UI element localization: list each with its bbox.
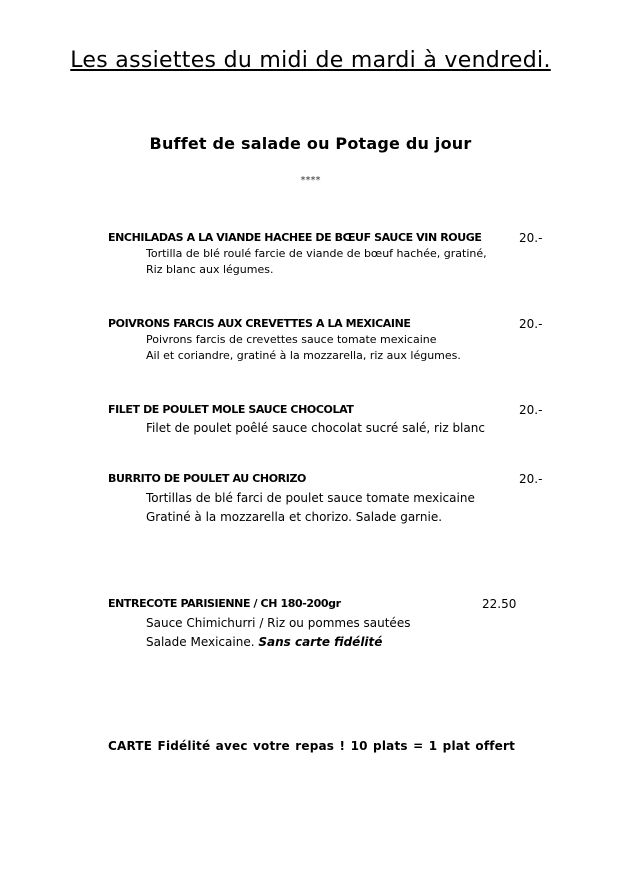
menu-item — [108, 596, 558, 652]
loyalty-card-note: CARTE Fidélité avec votre repas ! 10 plats = 1 plat offert — [108, 739, 516, 753]
item-name: POIVRONS FARCIS AUX CREVETTES A LA MEXICAINE — [108, 317, 411, 330]
item-description-line: Riz blanc aux légumes. — [146, 263, 274, 276]
item-price: 22.50 — [482, 597, 517, 611]
item-price: 20.- — [519, 403, 543, 417]
item-name: FILET DE POULET MOLE SAUCE CHOCOLAT — [108, 403, 354, 416]
menu-item — [108, 402, 558, 438]
item-description-text: Salade Mexicaine. — [146, 635, 255, 649]
item-price: 20.- — [519, 231, 543, 245]
item-price: 20.- — [519, 472, 543, 486]
page-title: Les assiettes du midi de mardi à vendredi. — [70, 48, 551, 73]
item-description-line: Ail et coriandre, gratiné à la mozzarella, riz aux légumes. — [146, 349, 461, 362]
menu-item — [108, 230, 558, 278]
item-name: BURRITO DE POULET AU CHORIZO — [108, 472, 306, 485]
item-description-line: Tortillas de blé farci de poulet sauce tomate mexicaine — [146, 491, 475, 505]
item-description-line: Tortilla de blé roulé farcie de viande de bœuf hachée, gratiné, — [146, 247, 487, 260]
menu-item — [108, 316, 558, 364]
item-name: ENCHILADAS A LA VIANDE HACHEE DE BŒUF SAUCE VIN ROUGE — [108, 231, 482, 244]
item-description-line: Poivrons farcis de crevettes sauce tomate mexicaine — [146, 333, 437, 346]
item-description-line: Filet de poulet poêlé sauce chocolat sucré salé, riz blanc — [146, 421, 485, 435]
menu-item — [108, 471, 558, 527]
item-price: 20.- — [519, 317, 543, 331]
item-name: ENTRECOTE PARISIENNE / CH 180-200gr — [108, 597, 341, 610]
item-description-line — [146, 633, 558, 652]
item-description-line: Sauce Chimichurri / Riz ou pommes sautées — [146, 616, 411, 630]
menu-subtitle: Buffet de salade ou Potage du jour — [149, 134, 472, 153]
item-note: Sans carte fidélité — [258, 635, 383, 649]
item-description-line: Gratiné à la mozzarella et chorizo. Salade garnie. — [146, 510, 443, 524]
separator: **** — [300, 175, 321, 186]
